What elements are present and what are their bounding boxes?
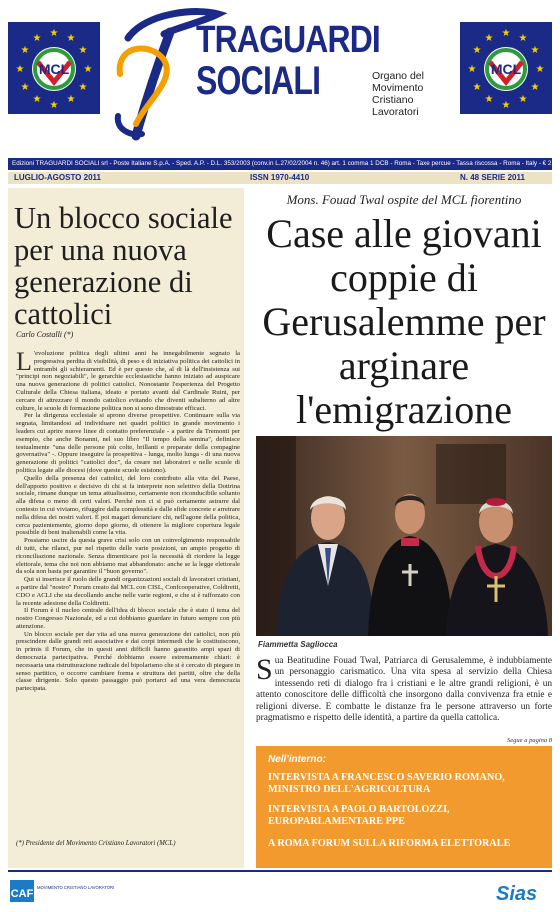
editorial-dropcap: L [16,347,32,376]
inside-item[interactable]: A ROMA FORUM SULLA RIFORMA ELETTORALE [268,838,511,849]
svg-text:★: ★ [32,33,42,44]
issue-date: LUGLIO-AGOSTO 2011 [14,173,101,182]
inside-item[interactable]: INTERVISTA A PAOLO BARTOLOZZI, EUROPARLAMENTARE PPE [268,804,450,827]
issue-info-bar [8,172,552,184]
svg-text:★: ★ [472,45,482,56]
issn-number: ISSN 1970-4410 [250,173,310,182]
svg-text:★: ★ [78,45,88,56]
svg-text:★: ★ [78,82,88,93]
mcl-emblem-icon [8,22,100,114]
svg-text:★: ★ [518,33,528,44]
svg-text:★: ★ [83,64,93,75]
editorial-paragraph: Qui si inserisce il ruolo delle grandi organizzazioni sociali di lavoratori cristiani, a partire dal "nostro" Forum creato dal MCL con CISL, Confcooperative, Coldiretti, CDO e ACLI che sta decollando anche nelle varie regioni, e che si è rafforzato con la recente adesione della Coldiretti. [16,576,240,607]
svg-text:★: ★ [66,33,76,44]
svg-text:★: ★ [530,45,540,56]
svg-text:★: ★ [20,82,30,93]
svg-text:★: ★ [32,94,42,105]
title-line-2: SOCIALI [196,59,321,103]
editorial-paragraph: Per la dirigenza ecclesiale si aprono diverse prospettive. Continuare sulla via segnata, limitandosi ad individuare nei quadri politici in grande movimento i leaders cui aprire nuove linee di contatto preferenziale - a partire da Tremonti per esempio, che anche Bonanni, nel suo libro "Il tempo della semina", definisce testualmente "una delle persone più colte, brillanti e preparate della compagine governativa" -. Oppure inseguire la prospettiva - lunga, molto lunga - di una nuova generazione di politici "cattolici doc", da creare nei laboratori e nelle scuole di politica legate alle diocesi (dove queste scuole esistono). [16,412,240,474]
postal-info-bar: Edizioni TRAGUARDI SOCIALI srl - Poste Italiane S.p.A. - Sped. A.P. - D.L. 353/2003 (conv.in L.27/02/2004 n. 46) art. 1 comma 1 DCB - Roma - Taxe percue - Tassa riscossa - Roma - Italy - € 2,00 [8,158,552,170]
svg-text:★: ★ [484,94,494,105]
editorial-column [8,188,244,868]
svg-text:★: ★ [501,100,511,111]
caf-logo-text: CAF [10,888,34,900]
main-article-title: Case alle giovani coppie di Gerusalemme per arginare l'emigrazione [262,211,546,432]
svg-text:★: ★ [49,100,59,111]
article-photo [256,436,552,636]
svg-text:★: ★ [518,94,528,105]
inside-contents-box [256,746,552,868]
svg-text:★: ★ [501,28,511,39]
newspaper-subtitle: Organo del Movimento Cristiano Lavoratori [372,70,424,118]
sias-logo-text: Sias [496,883,538,905]
mcl-europe-logo-right [460,22,552,114]
mcl-emblem-icon [460,22,552,114]
editorial-paragraph: Il Forum è il nucleo centrale dell'idea di blocco sociale che è stato il tema del nostro Congresso Nazionale, ed a cui dobbiamo guardare in futuro sempre con più attenzione. [16,607,240,630]
editorial-title: Un blocco sociale per una nuova generazione di cattolici [14,201,233,331]
editorial-body [16,347,240,693]
editorial-paragraph: L 'evoluzione politica degli ultimi anni ha innegabilmente segnato la progressiva perdita di visibilità, di peso e di iniziativa politica dei cattolici in entrambi gli schieramenti. Ed è per questo che, al di là dell'insistenza sui "principi non negoziabili", le gerarchie ecclesiastiche hanno iniziato ad auspicare una nuova generazione di politici cattolici. Nonostante l'esperienza del Progetto Culturale della Chiesa italiana, ideato e portato avanti dal Cardinale Ruini, per cercare di attrezzare il mondo cattolico evitando che diventi subalterno ad altre culture, le scuole di formazione politica non si sono dimostrate efficaci. [16,347,240,412]
svg-text:★: ★ [535,64,545,75]
inside-item[interactable]: INTERVISTA A FRANCESCO SAVERIO ROMANO, MINISTRO DELL'AGRICOLTURA [268,772,505,795]
editorial-paragraph: Un blocco sociale per dar vita ad una nuova generazione dei cattolici, non più prescindere dalle grandi reti associative e dai corpi intermedi che le costituiscono, in primis il Forum, che in questi anni difficili hanno garantito ampi spazi di democrazia partecipativa. Perché dobbiamo essere estremamente chiari: è necessaria una ristrutturazione radicale del bipolarismo che si è cercato di piegare in senso partitico, o occorre cambiare forma e struttura dei partiti, oltre che della classe dirigente. Solo questo passaggio può portarci ad una vera democrazia partecipata. [16,630,240,693]
mcl-logo-letters: MCL [490,61,522,77]
caf-sub-text: MOVIMENTO CRISTIANO LAVORATORI [37,885,115,890]
photo-caption: Fiammetta Sagliocca [258,640,338,649]
svg-text:★: ★ [530,82,540,93]
footer-rule [8,870,552,872]
caf-logo [10,876,115,906]
title-line-1: TRAGUARDI [196,19,380,61]
sias-logo [492,878,552,906]
main-article-kicker: Mons. Fouad Twal ospite del MCL fiorentino [286,192,522,207]
editorial-paragraph: Quello della presenza dei cattolici, del loro contributo alla vita del Paese, dell'apporto positivo e decisivo di chi si fa interprete non selettivo della Dottrina sociale, rimane dunque un tema attualissimo, certamente non riconducibile soltanto alla difesa o meno di certi valori. Perché non ci si può certamente astrarre dal contesto in cui viviamo, rifuggire dalla complessità e dalle sfide concrete e arretrare nella difesa dei nostri valori. È poi magari denunciare chi, nell'agone della politica, cerca pazientemente, giorno dopo giorno, di ottenere la migliore copertura legale possibile di beni inalienabili come la vita. [16,474,240,537]
svg-text:★: ★ [472,82,482,93]
svg-text:★: ★ [66,94,76,105]
continued-link[interactable]: Segue a pagina 8 [507,737,552,744]
editorial-footnote: (*) Presidente del Movimento Cristiano Lavoratori (MCL) [16,840,176,847]
three-men-photo [256,436,552,636]
newspaper-title [196,20,456,120]
sias-logo-icon [492,878,552,906]
masthead [0,0,560,152]
main-article-dropcap: S [256,653,273,686]
inside-heading: Nell'interno: [268,754,326,765]
issue-number: N. 48 SERIE 2011 [460,173,525,182]
svg-text:★: ★ [15,64,25,75]
main-article-body: Sua Beatitudine Fouad Twal, Patriarca di Gerusalemme, è indubbiamente un personaggio carismatico. Una vita spesa al servizio della Chiesa intessendo reti di dialogo fra i cristiani e le altre grandi religioni, è un attento conoscitore delle difficoltà che insorgono dalla convivenza fra etnie e religioni diverse. E combatte le distanze fra le persone attraverso un forte pragmatismo e rispetto delle identità, a partire da quella cattolica. [256,653,552,724]
svg-text:★: ★ [49,28,59,39]
mcl-logo-letters: MCL [38,61,70,77]
mcl-europe-logo-left [8,22,100,114]
svg-text:★: ★ [467,64,477,75]
caf-logo-icon [10,876,115,906]
svg-text:★: ★ [484,33,494,44]
editorial-paragraph: Possiamo uscire da questa grave crisi solo con un coinvolgimento responsabile di tutti, che rilanci, pur nel rispetto delle varie posizioni, un ampio progetto di riconciliazione nazionale. Senza dimenticare poi la necessità di riordere la legge elettorale, tema che noi non abbiamo mai abbandonato: anche se la legge elettorale da sola non basta per garantire il "buon governo". [16,537,240,576]
svg-text:★: ★ [20,45,30,56]
editorial-author: Carlo Costalli (*) [16,330,74,339]
